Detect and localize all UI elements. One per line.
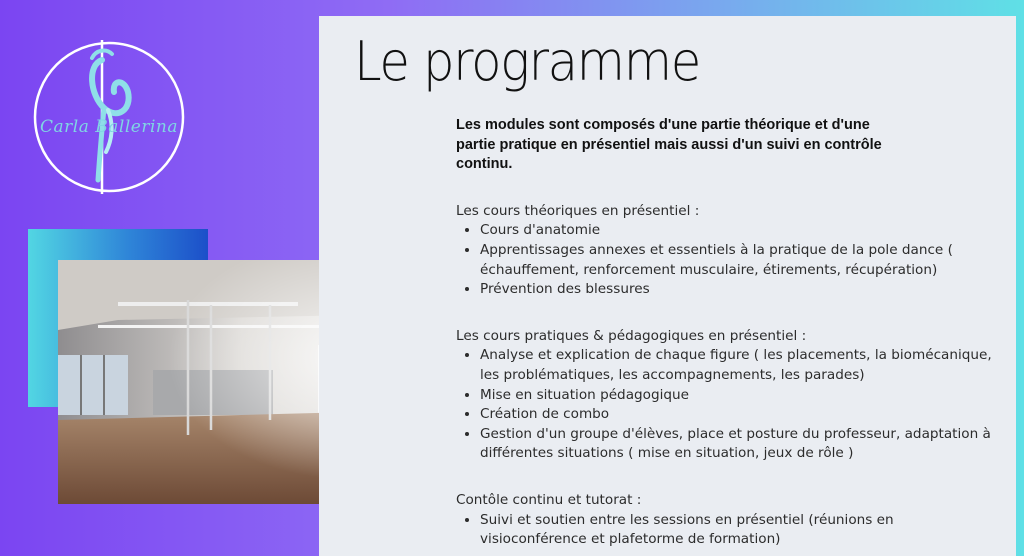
tutoring-list xyxy=(456,511,1001,550)
list-item: • Gestion d'un groupe d'élèves, place et posture du professeur, adaptation à différentes situations ( mise en situation, jeux de rôle ) xyxy=(480,425,1001,464)
logo-text: Carla Ballerina xyxy=(40,117,178,137)
section-heading-tutoring: Contôle continu et tutorat : xyxy=(456,491,642,508)
page-title: Le programme xyxy=(354,30,700,93)
list-item: • Cours d'anatomie xyxy=(480,221,1001,241)
section-heading-practice: Les cours pratiques & pédagogiques en présentiel : xyxy=(456,327,807,344)
list-item: • Analyse et explication de chaque figure ( les placements, la biomécanique, les problématiques, les accompagnements, les parades) xyxy=(480,346,1001,385)
theory-list xyxy=(456,221,1001,299)
practice-list xyxy=(456,346,1001,464)
list-item: • Création de combo xyxy=(480,405,1001,425)
intro-text: Les modules sont composés d'une partie théorique et d'une partie pratique en présentiel mais aussi d'un suivi en contrôle continu. xyxy=(456,117,882,173)
list-item: • Mise en situation pédagogique xyxy=(480,386,1001,406)
list-item: • Prévention des blessures xyxy=(480,280,1001,300)
program-content xyxy=(456,116,1001,550)
list-item: • Suivi et soutien entre les sessions en présentiel (réunions en visioconférence et plafetorme de formation) xyxy=(480,511,1001,550)
section-heading-theory: Les cours théoriques en présentiel : xyxy=(456,202,700,219)
list-item: • Apprentissages annexes et essentiels à la pratique de la pole dance ( échauffement, renforcement musculaire, étirements, récupération) xyxy=(480,241,1001,280)
